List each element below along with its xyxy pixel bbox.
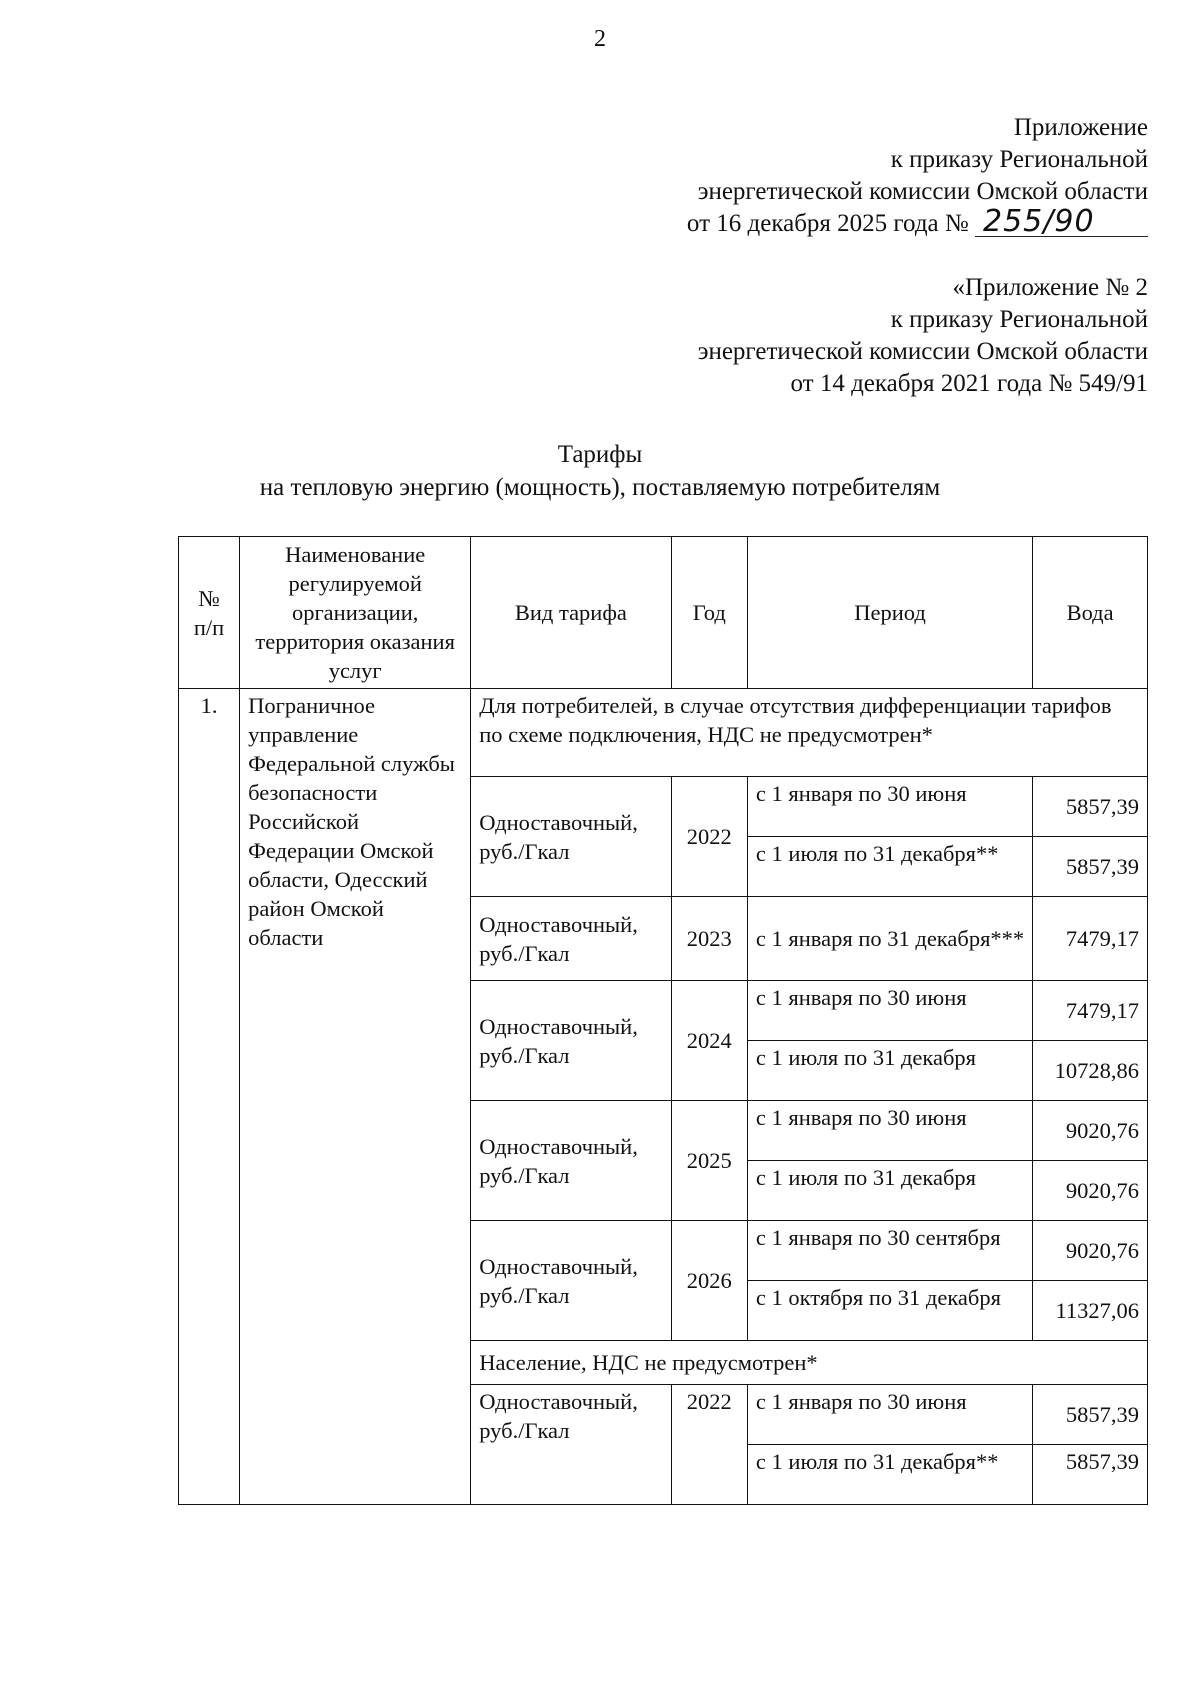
period-cell: с 1 июля по 31 декабря** xyxy=(747,837,1032,897)
water-value-cell: 7479,17 xyxy=(1033,897,1148,981)
header-tariff-type: Вид тарифа xyxy=(471,537,671,689)
handwritten-order-number: 255/90 xyxy=(975,208,1148,237)
period-cell: с 1 октября по 31 декабря xyxy=(747,1281,1032,1341)
appendix-line: к приказу Региональной xyxy=(890,146,1148,173)
tariff-type-cell: Одноставочный, руб./Гкал xyxy=(471,1221,671,1341)
page-number: 2 xyxy=(594,26,606,52)
period-cell: с 1 января по 30 июня xyxy=(747,777,1032,837)
header-period: Период xyxy=(747,537,1032,689)
subtitle-line: на тепловую энергию (мощность), поставляемую потребителям xyxy=(259,474,941,501)
water-value-cell: 5857,39 xyxy=(1033,777,1148,837)
appendix-line: энергетической комиссии Омской области xyxy=(697,338,1148,365)
year-cell: 2022 xyxy=(671,1385,747,1505)
header-year: Год xyxy=(671,537,747,689)
period-cell: с 1 января по 31 декабря*** xyxy=(747,897,1032,981)
period-cell: с 1 января по 30 июня xyxy=(747,981,1032,1041)
water-value-cell: 5857,39 xyxy=(1033,1385,1148,1445)
period-cell: с 1 июля по 31 декабря** xyxy=(747,1445,1032,1505)
water-value-cell: 7479,17 xyxy=(1033,981,1148,1041)
appendix-header-original xyxy=(698,272,1148,400)
year-cell: 2025 xyxy=(671,1101,747,1221)
year-cell: 2024 xyxy=(671,981,747,1101)
appendix-line: Приложение xyxy=(1013,114,1148,141)
tariff-type-cell: Одноставочный, руб./Гкал xyxy=(471,777,671,897)
water-value-cell: 9020,76 xyxy=(1033,1161,1148,1221)
tariff-type-cell: Одноставочный, руб./Гкал xyxy=(471,1385,671,1505)
header-organization: Наименование регулируемой организации, территория оказания услуг xyxy=(240,537,471,689)
appendix-line: энергетической комиссии Омской области xyxy=(697,178,1148,205)
title-line: Тарифы xyxy=(557,441,643,468)
year-cell: 2023 xyxy=(671,897,747,981)
organization-cell: Пограничное управление Федеральной службы безопасности Российской Федерации Омской области, Одесский район Омской области xyxy=(240,689,471,1505)
appendix-line: «Приложение № 2 xyxy=(952,274,1148,301)
header-num: № п/п xyxy=(179,537,240,689)
water-value-cell: 10728,86 xyxy=(1033,1041,1148,1101)
water-value-cell: 9020,76 xyxy=(1033,1221,1148,1281)
water-value-cell: 5857,39 xyxy=(1033,1445,1148,1505)
year-cell: 2022 xyxy=(671,777,747,897)
appendix-header-current xyxy=(687,112,1148,240)
row-number: 1. xyxy=(179,689,240,1505)
section-heading: Население, НДС не предусмотрен* xyxy=(471,1341,1148,1385)
tariff-type-cell: Одноставочный, руб./Гкал xyxy=(471,897,671,981)
year-cell: 2026 xyxy=(671,1221,747,1341)
tariff-type-cell: Одноставочный, руб./Гкал xyxy=(471,981,671,1101)
document-title xyxy=(0,438,1200,504)
tariff-table xyxy=(178,536,1148,1505)
period-cell: с 1 января по 30 июня xyxy=(747,1385,1032,1445)
period-cell: с 1 июля по 31 декабря xyxy=(747,1161,1032,1221)
section-heading: Для потребителей, в случае отсутствия дифференциации тарифов по схеме подключения, НДС не предусмотрен* xyxy=(471,689,1148,777)
table-header-row xyxy=(179,537,1148,689)
appendix-date-line xyxy=(686,204,1148,240)
water-value-cell: 5857,39 xyxy=(1033,837,1148,897)
header-water: Вода xyxy=(1033,537,1148,689)
appendix-line: к приказу Региональной xyxy=(890,306,1148,333)
section-heading-row xyxy=(179,689,1148,777)
water-value-cell: 9020,76 xyxy=(1033,1101,1148,1161)
period-cell: с 1 января по 30 июня xyxy=(747,1101,1032,1161)
water-value-cell: 11327,06 xyxy=(1033,1281,1148,1341)
period-cell: с 1 июля по 31 декабря xyxy=(747,1041,1032,1101)
period-cell: с 1 января по 30 сентября xyxy=(747,1221,1032,1281)
tariff-type-cell: Одноставочный, руб./Гкал xyxy=(471,1101,671,1221)
appendix-line: от 14 декабря 2021 года № 549/91 xyxy=(790,370,1148,397)
appendix-date-text: от 16 декабря 2025 года № xyxy=(686,210,969,237)
